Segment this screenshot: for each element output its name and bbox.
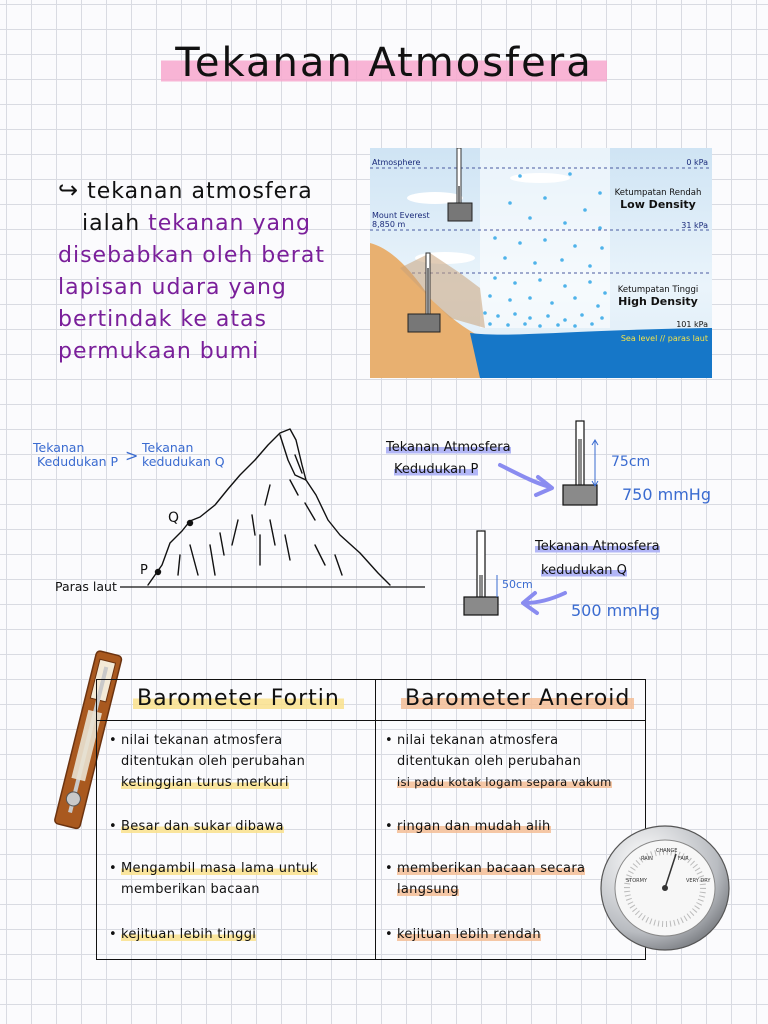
arrow-icon: ↪ (58, 176, 80, 204)
barometer-q-reading: 500 mmHg (571, 601, 660, 620)
sea-level-note: Paras laut (55, 579, 117, 594)
atmosphere-illustration (370, 148, 712, 378)
aneroid-point-1: • nilai tekanan atmosfera ditentukan oleh perubahan isi padu kotak logam separa vakum (385, 733, 612, 789)
barometer-q-caption: Tekanan Atmosfera kedudukan Q (535, 539, 660, 578)
compare-sign: > (125, 446, 139, 465)
kpa-31-label: 31 kPa (681, 221, 708, 230)
fortin-point-4: • kejituan lebih tinggi (109, 927, 257, 942)
page-title: Tekanan Atmosfera (0, 40, 768, 86)
definition-term: tekanan atmosfera (87, 179, 313, 204)
kpa-0-label: 0 kPa (686, 158, 708, 167)
point-p (155, 569, 161, 575)
low-density-label: Ketumpatan Rendah Low Density (614, 188, 702, 211)
atmosphere-density-diagram (370, 148, 712, 378)
compare-right: Tekanan kedudukan Q (142, 440, 225, 469)
barometer-q-height: 50cm (502, 578, 533, 591)
everest-label: Mount Everest 8,850 m (372, 211, 430, 229)
barometer-p-drawing (490, 415, 630, 515)
kpa-101-label: 101 kPa (676, 320, 708, 329)
fortin-header: Barometer Fortin (133, 686, 344, 711)
high-density-label: Ketumpatan Tinggi High Density (617, 285, 699, 308)
label-p: P (140, 563, 148, 578)
barometer-p-height: 75cm (611, 454, 651, 470)
aneroid-header: Barometer Aneroid (401, 686, 634, 711)
barometer-p-caption: Tekanan Atmosfera Kedudukan P (386, 440, 511, 477)
barometer-q-drawing (455, 525, 585, 625)
fortin-point-2: • Besar dan sukar dibawa (109, 819, 284, 834)
definition-body: tekanan yang disebabkan oleh berat lapisan udara yang bertindak ke atas permukaan bumi (58, 211, 325, 364)
aneroid-barometer-image: STORMY RAIN CHANGE FAIR VERY DRY (598, 824, 732, 952)
sea-level-label: Sea level // paras laut (620, 334, 708, 343)
fortin-point-3: • Mengambil masa lama untuk memberikan bacaan (109, 861, 318, 897)
aneroid-point-3: • memberikan bacaan secara langsung (385, 861, 586, 897)
definition-connector: ialah (82, 211, 141, 236)
aneroid-point-2: • ringan dan mudah alih (385, 819, 551, 834)
barometer-comparison-table (96, 679, 646, 960)
fortin-point-1: • nilai tekanan atmosfera ditentukan oleh perubahan ketinggian turus merkuri (109, 733, 306, 790)
point-q (187, 520, 193, 526)
compare-left: Tekanan Kedudukan P (33, 440, 119, 469)
barometer-p-reading: 750 mmHg (622, 485, 711, 504)
atmosphere-label: Atmosphere (372, 158, 421, 167)
definition-text (58, 174, 358, 368)
mountain-sketch (120, 425, 430, 595)
label-q: Q (168, 510, 180, 526)
aneroid-point-4: • kejituan lebih rendah (385, 927, 541, 942)
